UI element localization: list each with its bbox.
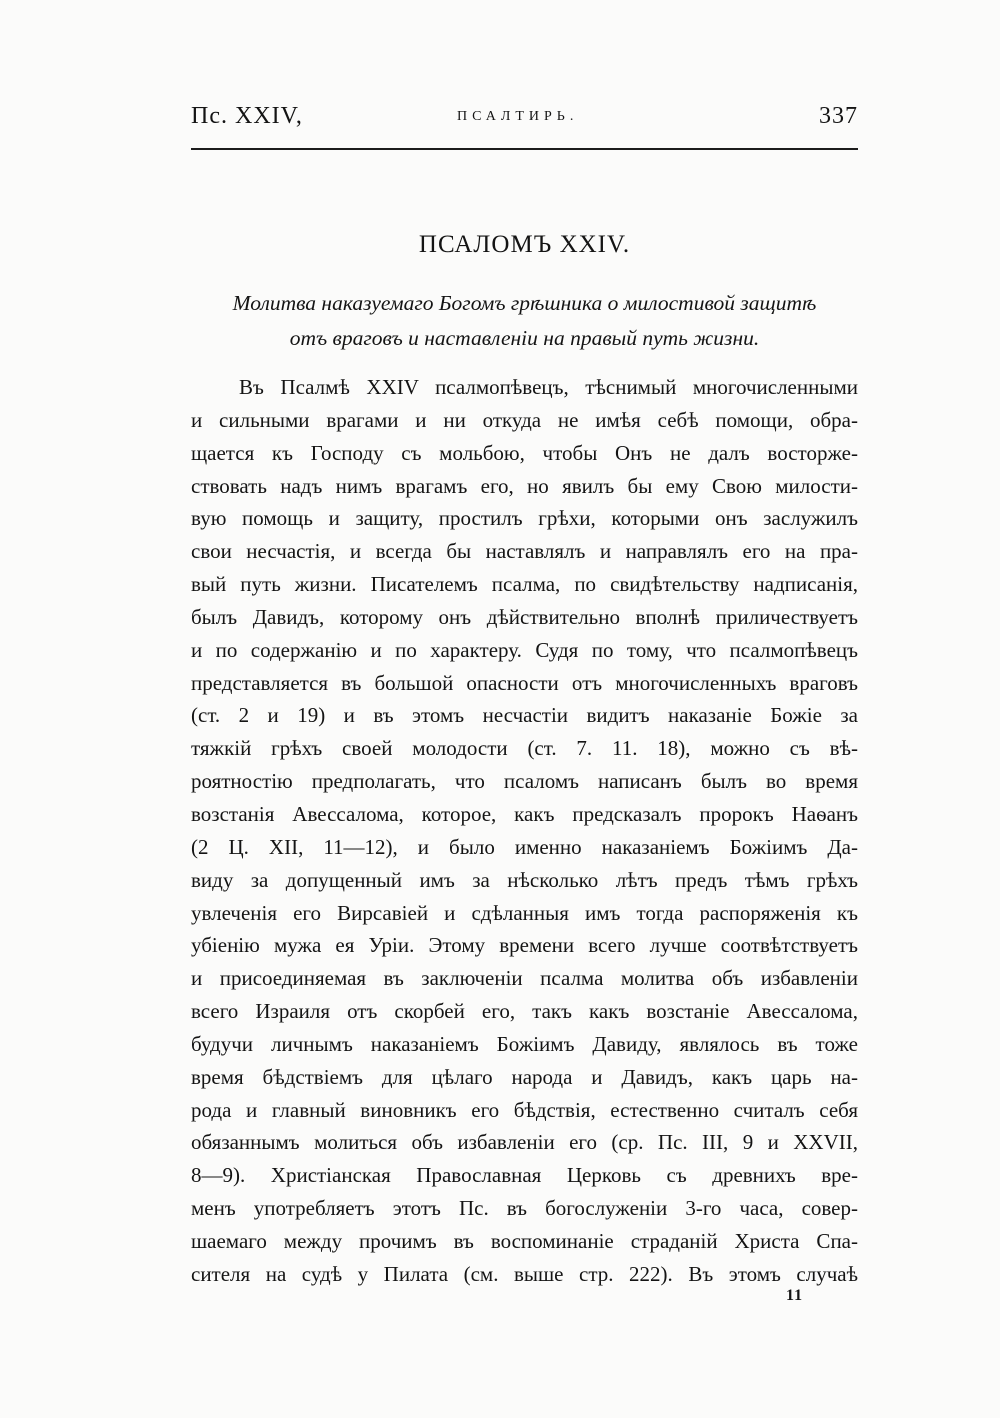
psalm-title: ПСАЛОМЪ XXIV. [418, 231, 631, 258]
page-number: 337 [819, 103, 858, 129]
body-line: Въ Псалмѣ XXIV псалмопѣвецъ, тѣснимый многочисленными [239, 375, 858, 399]
body-paragraph [191, 371, 858, 1291]
body-line: виду за допущенный имъ за нѣсколько лѣтъ предъ тѣмъ грѣхъ [191, 867, 858, 892]
psalm-subtitle [191, 286, 858, 356]
body-line: щается къ Господу съ мольбою, чтобы Онъ не далъ восторже- [191, 440, 858, 465]
body-line: свои несчастія, и всегда бы наставлялъ и направлялъ его на пра- [191, 539, 858, 564]
running-head-psalm-ref: Пс. XXIV, [191, 103, 303, 129]
body-line: время бѣдствіемъ для цѣлаго народа и Давидъ, какъ царь на- [191, 1064, 858, 1089]
body-line: рода и главный виновникъ его бѣдствія, естественно считалъ себя [191, 1097, 858, 1122]
body-line: (2 Ц. XII, 11—12), и было именно наказаніемъ Божіимъ Да- [191, 834, 858, 859]
body-line: шаемаго между прочимъ въ воспоминаніе страданій Христа Спа- [191, 1228, 858, 1253]
body-line: возстанія Авессалома, которое, какъ предсказалъ пророкъ Наѳанъ [191, 801, 858, 826]
body-line: 8—9). Христіанская Православная Церковь съ древнихъ вре- [191, 1163, 858, 1188]
body-line: и по содержанію и по характеру. Судя по тому, что псалмопѣвецъ [191, 637, 858, 662]
signature-mark: 11 [786, 1287, 804, 1304]
body-line: и присоединяемая въ заключеніи псалма молитва объ избавленіи [191, 966, 858, 991]
body-line: вый путь жизни. Писателемъ псалма, по свидѣтельству надписанія, [191, 572, 858, 597]
body-line: (ст. 2 и 19) и въ этомъ несчастіи видитъ наказаніе Божіе за [191, 703, 858, 728]
subtitle-line: отъ враговъ и наставленіи на правый путь жизни. [289, 326, 760, 350]
body-line: вую помощь и защиту, простилъ грѣхи, которыми онъ заслужилъ [191, 506, 858, 531]
body-line: сителя на судѣ у Пилата (см. выше стр. 222). Въ этомъ случаѣ [191, 1261, 858, 1286]
body-line: будучи личнымъ наказаніемъ Божіимъ Давиду, являлось въ тоже [191, 1031, 858, 1056]
body-line: роятностію предполагать, что псаломъ написанъ былъ во время [191, 769, 858, 794]
subtitle-line: Молитва наказуемаго Богомъ грѣшника о милостивой защитѣ [232, 291, 817, 315]
header-rule [191, 148, 858, 150]
body-line: обязаннымъ молиться объ избавленіи его (ср. Пс. III, 9 и XXVII, [191, 1130, 858, 1155]
body-line: и сильными врагами и ни откуда не имѣя себѣ помощи, обра- [191, 407, 858, 432]
body-line: былъ Давидъ, которому онъ дѣйствительно вполнѣ приличествуетъ [191, 604, 858, 629]
body-line: тяжкій грѣхъ своей молодости (ст. 7. 11. 18), можно съ вѣ- [191, 736, 858, 761]
body-line: ствовать надъ нимъ врагамъ его, но явилъ бы ему Свою милости- [191, 473, 858, 498]
body-line: менъ употребляетъ этотъ Пс. въ богослуженіи 3-го часа, совер- [191, 1196, 858, 1221]
body-line: всего Израиля отъ скорбей его, такъ какъ возстаніе Авессалома, [191, 999, 858, 1024]
running-head-book-title: ПСАЛТИРЬ. [457, 109, 579, 124]
body-line: убіенію мужа ея Уріи. Этому времени всего лучше соотвѣтствуетъ [191, 933, 858, 958]
running-head [191, 100, 858, 132]
body-line: увлеченія его Вирсавіей и сдѣланныя имъ тогда распоряженія къ [191, 900, 858, 925]
body-line: представляется въ большой опасности отъ многочисленныхъ враговъ [191, 670, 858, 695]
